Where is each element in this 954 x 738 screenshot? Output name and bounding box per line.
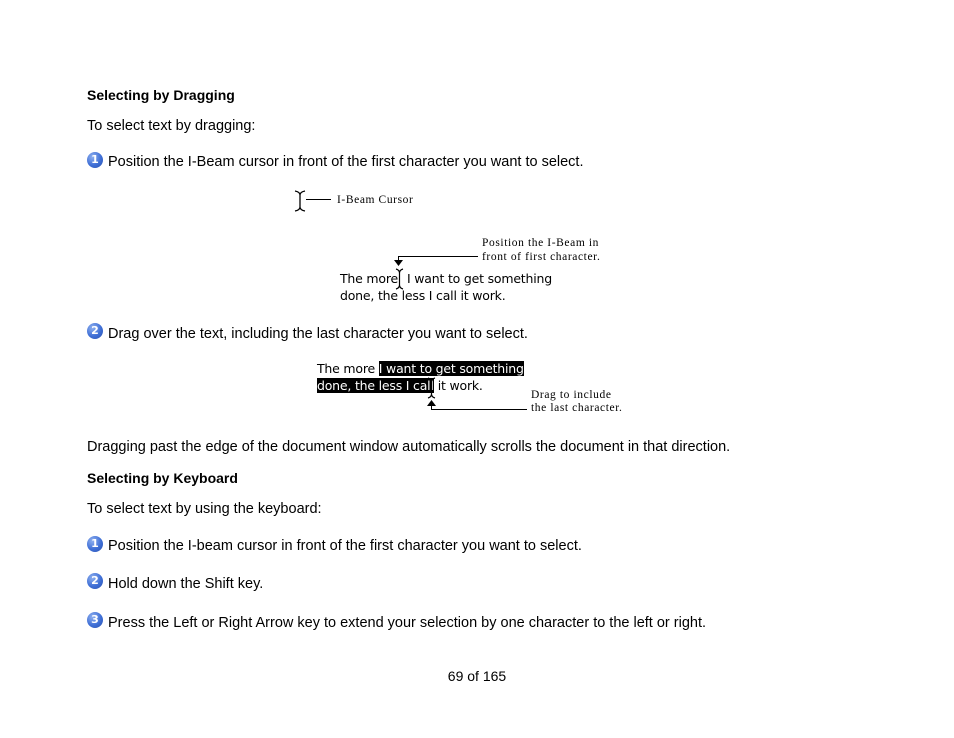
- step-2-badge-icon: 2: [87, 323, 103, 339]
- selection-line1-unselected: The more: [317, 361, 376, 376]
- position-callout-line: [398, 256, 478, 257]
- selection-line-2: [317, 377, 483, 394]
- keyboard-step-2-text: Hold down the Shift key.: [108, 576, 264, 592]
- keyboard-intro: To select text by using the keyboard:: [87, 501, 322, 517]
- sample-line-2: done, the less I call it work.: [340, 288, 506, 303]
- drag-callout-line1: Drag to include: [531, 389, 612, 401]
- drag-callout-line: [431, 409, 527, 410]
- sample-line1-b: I want to get something: [407, 271, 552, 286]
- sample-line-1: [340, 270, 552, 287]
- selection-line-1: [317, 360, 524, 377]
- selection-line2-selected: done, the less I call: [317, 378, 434, 393]
- cursor-label: I-Beam Cursor: [337, 194, 414, 206]
- dragging-step-2-text: Drag over the text, including the last character you want to select.: [108, 326, 528, 342]
- position-callout-line1: Position the I-Beam in: [482, 237, 600, 249]
- dragging-step-1-text: Position the I-Beam cursor in front of the first character you want to select.: [108, 154, 584, 170]
- step-1-badge-icon: 1: [87, 152, 103, 168]
- sample-line1-a: The more: [340, 271, 399, 286]
- figure-drag-selection: [316, 358, 636, 420]
- i-beam-cursor-end-icon: [427, 377, 436, 399]
- keyboard-step-3-text: Press the Left or Right Arrow key to extend your selection by one character to the left or right.: [108, 615, 707, 631]
- dragging-intro: To select text by dragging:: [87, 118, 256, 134]
- step-1-badge-icon: 1: [87, 536, 103, 552]
- section-heading-keyboard: Selecting by Keyboard: [87, 470, 238, 486]
- position-callout-line2: front of first character.: [482, 251, 601, 263]
- keyboard-step-1-text: Position the I-beam cursor in front of the first character you want to select.: [108, 538, 582, 554]
- drag-callout-line2: the last character.: [531, 402, 623, 414]
- cursor-label-leader-line: [306, 199, 331, 200]
- section-heading-dragging: Selecting by Dragging: [87, 87, 235, 103]
- figure-ibeam-position: [290, 188, 630, 308]
- selection-line2-unselected: it work.: [437, 378, 483, 393]
- arrow-down-icon: [394, 260, 403, 266]
- step-3-badge-icon: 3: [87, 612, 103, 628]
- autoscroll-note: Dragging past the edge of the document window automatically scrolls the document in that direction.: [87, 439, 731, 455]
- step-2-badge-icon: 2: [87, 573, 103, 589]
- i-beam-cursor-icon: [294, 190, 306, 212]
- selection-line1-selected: I want to get something: [378, 361, 524, 376]
- page-indicator: 69 of 165: [447, 668, 507, 684]
